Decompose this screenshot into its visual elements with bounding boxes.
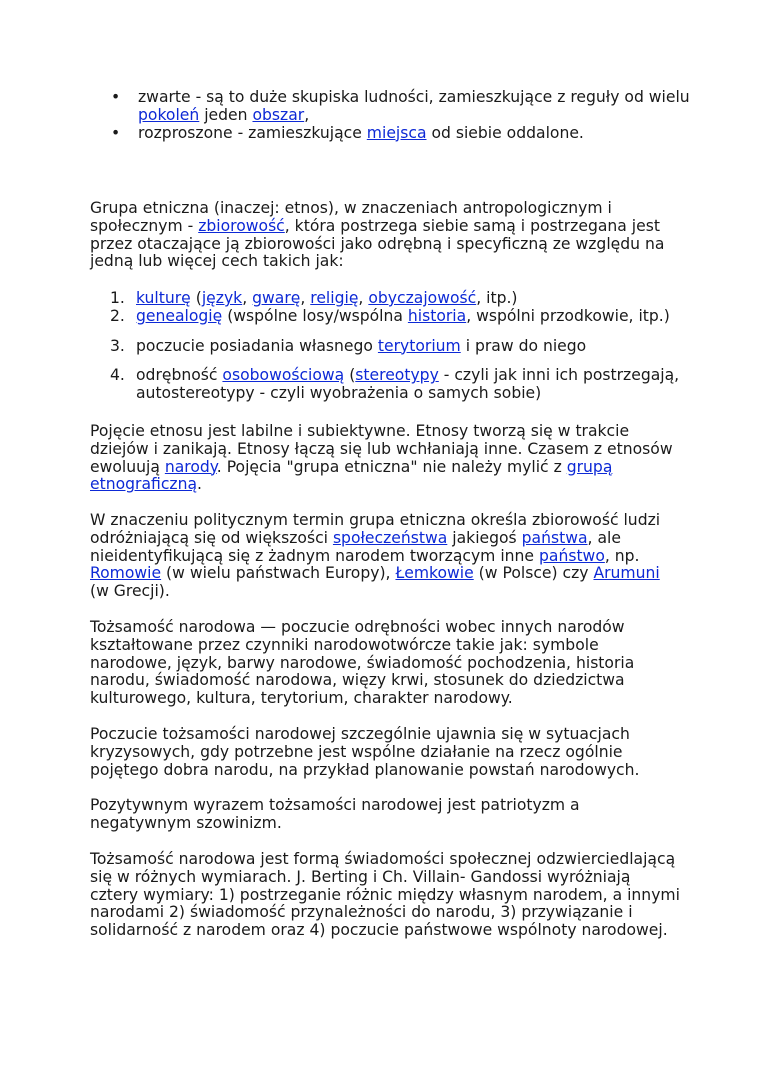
link-religie[interactable]: religię [310,289,359,307]
link-grupa-etnograficzna[interactable]: grupą etnograficzną [90,457,613,494]
link-genealogie[interactable]: genealogię [136,306,223,325]
etnos-paragraph: Pojęcie etnosu jest labilne i subiektywne. Etnosy tworzą się w trakcie dziejów i zanikają. Etnosy łączą się lub wchłaniają inne. Czasem z etnosów ewoluują narody. Pojęcia "grupa etniczna" nie należy mylić z grupą etnograficzną. [90,422,673,494]
link-miejsca[interactable]: miejsca [366,123,427,142]
intro-paragraph: Grupa etniczna (inaczej: etnos), w znaczeniach antropologicznym i społecznym - zbiorowość, która postrzega siebie samą i postrzegana jest przez otaczające ją zbiorowości jako odrębną i specyficzną ze względu na jedną lub więcej cech takich jak: [90,199,665,271]
link-spoleczenstwa[interactable]: społeczeństwa [332,528,448,547]
link-arumuni[interactable]: Arumuni [593,564,660,583]
dimensions-paragraph: Tożsamość narodowa jest formą świadomości społecznej odzwierciedlającą się w różnych wymiarach. J. Berting i Ch. Villain- Gandossi wyróżniają cztery wymiary: 1) postrzeganie różnic między własnym narodem, a innymi narodami 2) świadomość przynależności do narodu, 3) przywiązanie i solidarność z narodem oraz 4) poczucie państwowe wspólnoty narodowej. [90,850,680,940]
link-obszar[interactable]: obszar [252,105,305,124]
link-romowie[interactable]: Romowie [90,564,162,583]
settlement-bullet-list [90,89,690,142]
link-osobowosciowa[interactable]: osobowościową [222,366,345,385]
list-item: 4. odrębność osobowościową (stereotypy - czyli jak inni ich postrzegają, autostereotypy - czyli wyobrażenia o samych sobie) [110,366,680,403]
link-lemkowie[interactable]: Łemkowie [395,564,474,583]
link-panstwa[interactable]: państwa [521,528,588,547]
link-panstwo[interactable]: państwo [538,546,605,565]
crisis-paragraph: Poczucie tożsamości narodowej szczególnie ujawnia się w sytuacjach kryzysowych, gdy potrzebne jest wspólne działanie na rzecz ogólnie pojętego dobra narodu, na przykład planowanie powstań narodowych. [90,725,640,779]
link-historia[interactable]: historia [407,306,467,325]
features-numbered-list [90,290,680,403]
link-pokolen[interactable]: pokoleń [138,105,200,124]
link-terytorium[interactable]: terytorium [377,336,461,355]
list-item: 1. kulturę (język, gwarę, religię, obyczajowość, itp.) [110,289,518,307]
link-gware[interactable]: gwarę [252,289,301,307]
list-item: 2. genealogię (wspólne losy/wspólna historia, wspólni przodkowie, itp.) [110,306,670,325]
patriotism-paragraph: Pozytywnym wyrazem tożsamości narodowej jest patriotyzm a negatywnym szowinizm. [90,796,580,832]
national-identity-paragraph: Tożsamość narodowa — poczucie odrębności wobec innych narodów kształtowane przez czynniki narodowotwórcze takie jak: symbole narodowe, język, barwy narodowe, świadomość pochodzenia, historia narodu, świadomość narodowa, więzy krwi, stosunek do dziedzictwa kulturowego, kultura, terytorium, charakter narodowy. [90,618,635,708]
list-item: 3. poczucie posiadania własnego terytorium i praw do niego [110,336,587,355]
list-item: • zwarte - są to duże skupiska ludności, zamieszkujące z reguły od wielu pokoleń jeden obszar, [90,89,690,125]
link-kulture[interactable]: kulturę [136,289,191,307]
link-zbiorowosc[interactable]: zbiorowość [198,216,285,235]
link-jezyk[interactable]: język [201,289,243,307]
link-stereotypy[interactable]: stereotypy [355,366,439,385]
list-item: • rozproszone - zamieszkujące miejsca od siebie oddalone. [90,125,690,143]
link-narody[interactable]: narody [164,457,217,476]
political-paragraph: W znaczeniu politycznym termin grupa etniczna określa zbiorowość ludzi odróżniającą się od większości społeczeństwa jakiegoś państwa, ale nieidentyfikującą się z żadnym narodem tworzącym inne państwo, np. Romowie (w wielu państwach Europy), Łemkowie (w Polsce) czy Arumuni (w Grecji). [90,511,661,601]
link-obyczajowosc[interactable]: obyczajowość [368,289,477,307]
